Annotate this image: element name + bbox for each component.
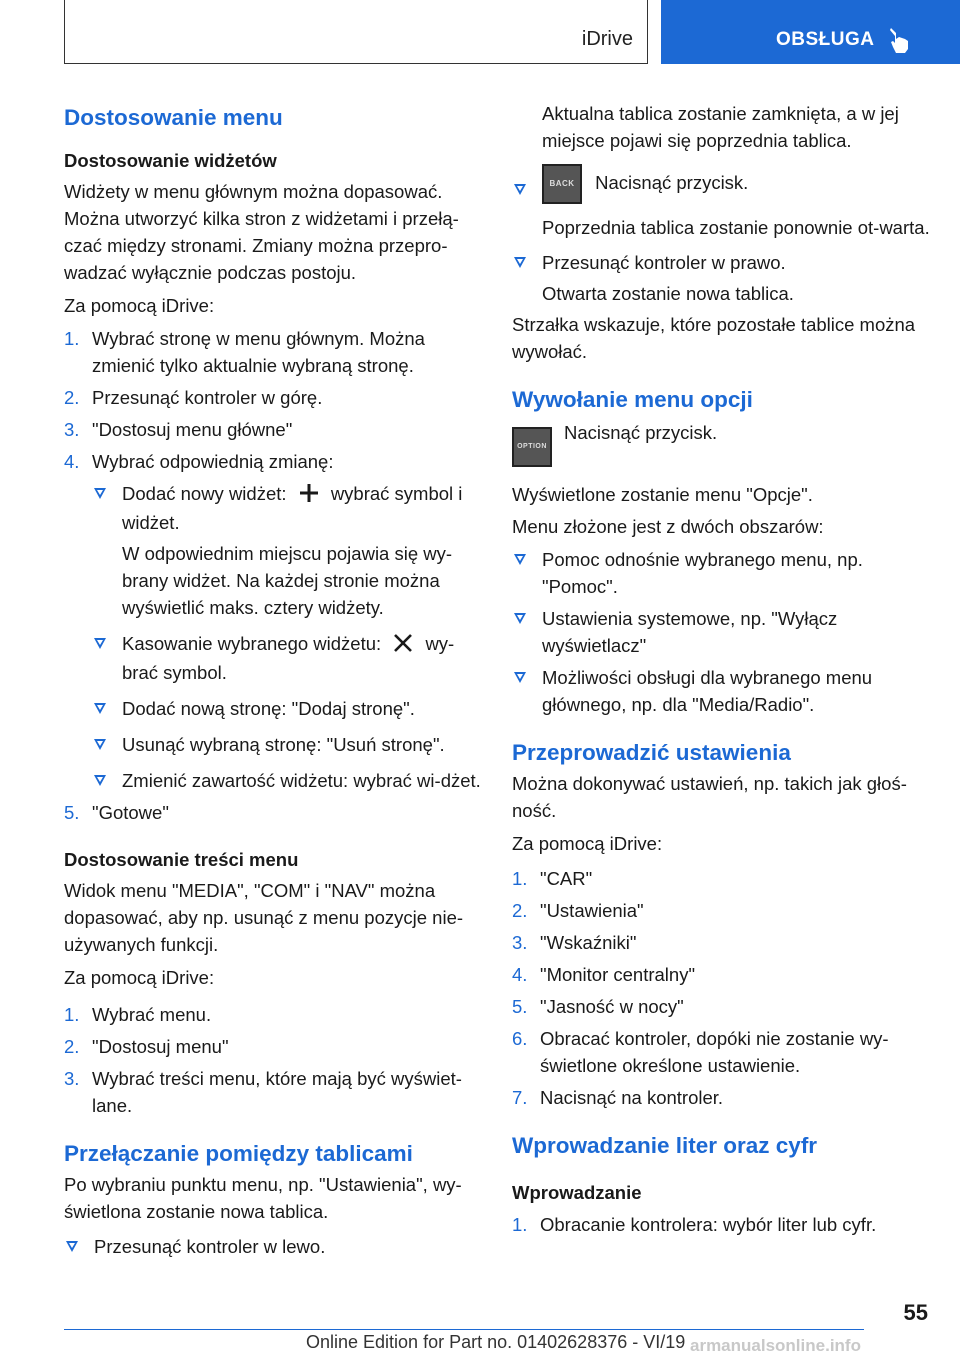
paragraph-switch: Po wybraniu punktu menu, np. "Ustawienia", wy‐świetlona zostanie nowa tablica. — [64, 1174, 462, 1222]
list-item — [92, 767, 484, 794]
step-text: Nacisnąć na kontroler. — [540, 1087, 724, 1108]
step-number: 3. — [512, 932, 528, 953]
bullet-text: Przesunąć kontroler w lewo. — [94, 1236, 326, 1257]
step-number: 7. — [512, 1087, 528, 1108]
list-item — [64, 448, 484, 475]
list-item — [92, 695, 484, 722]
heading-input: Wprowadzanie — [512, 1182, 642, 1203]
step-number: 5. — [64, 802, 80, 823]
back-button-image: BACK — [542, 164, 582, 204]
list-item — [92, 630, 484, 686]
heading-letters-digits: Wprowadzanie liter oraz cyfr — [512, 1133, 818, 1158]
triangle-bullet-icon — [94, 739, 106, 750]
triangle-bullet-icon — [94, 775, 106, 786]
list-item — [512, 164, 930, 210]
header-section-box — [64, 0, 648, 64]
paragraph-note: W odpowiednim miejscu pojawia się wy‐brany widżet. Na każdej stronie można wyświetlić maks. cztery widżety. — [122, 543, 453, 618]
paragraph-settings: Można dokonywać ustawień, np. takich jak głoś‐ność. — [512, 773, 907, 821]
list-item — [512, 993, 930, 1020]
triangle-bullet-icon — [514, 554, 526, 565]
step-text: "Gotowe" — [92, 802, 169, 823]
step-text: "CAR" — [540, 868, 593, 889]
option-row — [512, 419, 930, 477]
page-number: 55 — [903, 1300, 928, 1325]
paragraph-two-areas: Menu złożone jest z dwóch obszarów: — [512, 516, 824, 537]
bullet-text: Dodać nowy widżet: — [122, 483, 287, 504]
step-number: 5. — [512, 996, 528, 1017]
bullet-text: Pomoc odnośnie wybranego menu, np. "Pomoc". — [542, 549, 863, 597]
hand-pointer-icon — [887, 24, 913, 59]
heading-customize-content: Dostosowanie treści menu — [64, 849, 299, 870]
bullet-text: Ustawienia systemowe, np. "Wyłącz wyświetlacz" — [542, 608, 838, 656]
step-text: Wybrać treści menu, które mają być wyświet‐lane. — [92, 1068, 462, 1116]
heading-customize-menu: Dostosowanie menu — [64, 105, 283, 130]
triangle-bullet-icon — [94, 488, 106, 499]
heading-switch-panels: Przełączanie pomiędzy tablicami — [64, 1141, 413, 1166]
heading-settings: Przeprowadzić ustawienia — [512, 740, 791, 765]
step-text: "Monitor centralny" — [540, 964, 696, 985]
steps-list-content — [64, 1001, 484, 1119]
list-item — [512, 897, 930, 924]
list-item — [64, 325, 484, 379]
watermark: armanualsonline.info — [690, 1336, 861, 1355]
list-item — [64, 799, 484, 826]
list-item — [64, 384, 484, 411]
heading-options-menu: Wywołanie menu opcji — [512, 387, 753, 412]
paragraph-right-result: Otwarta zostanie nowa tablica. — [542, 283, 794, 304]
paragraph-idrive: Za pomocą iDrive: — [64, 295, 215, 316]
triangle-bullet-icon — [514, 672, 526, 683]
step-number: 4. — [512, 964, 528, 985]
list-item — [512, 546, 930, 600]
bullet-text: Usunąć wybraną stronę: "Usuń stronę". — [122, 734, 445, 755]
steps-list-widgets — [64, 325, 484, 826]
triangle-bullet-icon — [514, 184, 526, 195]
step-number: 1. — [64, 328, 80, 349]
list-item — [512, 1084, 930, 1111]
step-number: 2. — [512, 900, 528, 921]
step-text: Obracać kontroler, dopóki nie zostanie wy‐świetlone określone ustawienie. — [540, 1028, 889, 1076]
step-text: "Dostosuj menu" — [92, 1036, 229, 1057]
option-button-image: OPTION — [512, 427, 552, 467]
list-item — [512, 961, 930, 988]
paragraph-content: Widok menu "MEDIA", "COM" i "NAV" można dopasować, aby np. usunąć z menu pozycje nie‐używanych funkcji. — [64, 880, 464, 955]
list-item — [92, 731, 484, 758]
triangle-bullet-icon — [514, 613, 526, 624]
paragraph-options-shown: Wyświetlone zostanie menu "Opcje". — [512, 484, 813, 505]
sub-options-list — [64, 480, 484, 794]
right-column — [512, 100, 930, 1238]
list-item — [64, 1001, 484, 1028]
step-text: Przesunąć kontroler w górę. — [92, 387, 323, 408]
list-item — [512, 929, 930, 956]
bullet-text: Zmienić zawartość widżetu: wybrać wi‐dżet. — [122, 770, 481, 791]
list-item — [64, 1233, 484, 1260]
list-item — [512, 605, 930, 659]
list-item — [512, 1211, 930, 1238]
list-item — [512, 1025, 930, 1079]
step-number: 3. — [64, 419, 80, 440]
list-item — [512, 249, 930, 276]
list-item — [64, 416, 484, 443]
header-chapter-tab — [661, 0, 960, 64]
paragraph-idrive: Za pomocą iDrive: — [512, 833, 663, 854]
paragraph-option-press: Nacisnąć przycisk. — [564, 422, 718, 443]
step-text: Wybrać stronę w menu głównym. Można zmienić tylko aktualnie wybraną stronę. — [92, 328, 425, 376]
list-item — [512, 865, 930, 892]
step-number: 6. — [512, 1028, 528, 1049]
step-number: 3. — [64, 1068, 80, 1089]
close-x-icon — [392, 632, 414, 659]
step-number: 2. — [64, 1036, 80, 1057]
triangle-bullet-icon — [514, 257, 526, 268]
bullet-text: Nacisnąć przycisk. — [595, 171, 749, 193]
header-chapter-label: OBSŁUGA — [776, 29, 875, 50]
bullet-text: Możliwości obsługi dla wybranego menu głównego, np. dla "Media/Radio". — [542, 667, 873, 715]
step-text: Obracanie kontrolera: wybór liter lub cyfr. — [540, 1214, 877, 1235]
bullet-text: Dodać nową stronę: "Dodaj stronę". — [122, 698, 415, 719]
header-section-label: iDrive — [581, 28, 633, 50]
step-number: 1. — [64, 1004, 80, 1025]
bullet-text: Przesunąć kontroler w prawo. — [542, 252, 786, 273]
step-text: "Ustawienia" — [540, 900, 644, 921]
paragraph-back-result: Poprzednia tablica zostanie ponownie ot‐warta. — [542, 217, 930, 238]
list-item — [92, 480, 484, 536]
bullet-text: Kasowanie wybranego widżetu: — [122, 633, 382, 654]
paragraph-idrive: Za pomocą iDrive: — [64, 967, 215, 988]
step-text: "Wskaźniki" — [540, 932, 637, 953]
footer-divider — [64, 1329, 864, 1330]
step-text: Wybrać odpowiednią zmianę: — [92, 451, 334, 472]
list-item — [64, 1033, 484, 1060]
step-text: "Jasność w nocy" — [540, 996, 684, 1017]
left-column — [64, 100, 484, 1260]
step-number: 2. — [64, 387, 80, 408]
bullet-text: wy‐brać symbol. — [122, 633, 455, 683]
step-text: Wybrać menu. — [92, 1004, 212, 1025]
step-number: 4. — [64, 451, 80, 472]
triangle-bullet-icon — [94, 703, 106, 714]
step-text: "Dostosuj menu główne" — [92, 419, 293, 440]
bullet-text: wybrać symbol i widżet. — [122, 483, 463, 533]
footer-edition: Online Edition for Part no. 01402628376 - VI/19 — [306, 1332, 686, 1352]
plus-icon — [298, 482, 320, 509]
list-item — [512, 664, 930, 718]
list-item — [64, 1065, 484, 1119]
areas-list — [512, 546, 930, 718]
step-number: 1. — [512, 1214, 528, 1235]
triangle-bullet-icon — [66, 1241, 78, 1252]
paragraph-left-result: Aktualna tablica zostanie zamknięta, a w jej miejsce pojawi się poprzednia tablica. — [542, 103, 899, 151]
step-number: 1. — [512, 868, 528, 889]
heading-customize-widgets: Dostosowanie widżetów — [64, 150, 277, 171]
triangle-bullet-icon — [94, 638, 106, 649]
paragraph-widgets: Widżety w menu głównym można dopasować. Można utworzyć kilka stron z widżetami i przełą‐czać między stronami. Zmiany można przepro‐wadzać wyłącznie podczas postoju. — [64, 181, 459, 283]
paragraph-arrow-info: Strzałka wskazuje, które pozostałe tablice można wywołać. — [512, 314, 916, 362]
steps-list-settings — [512, 865, 930, 1111]
